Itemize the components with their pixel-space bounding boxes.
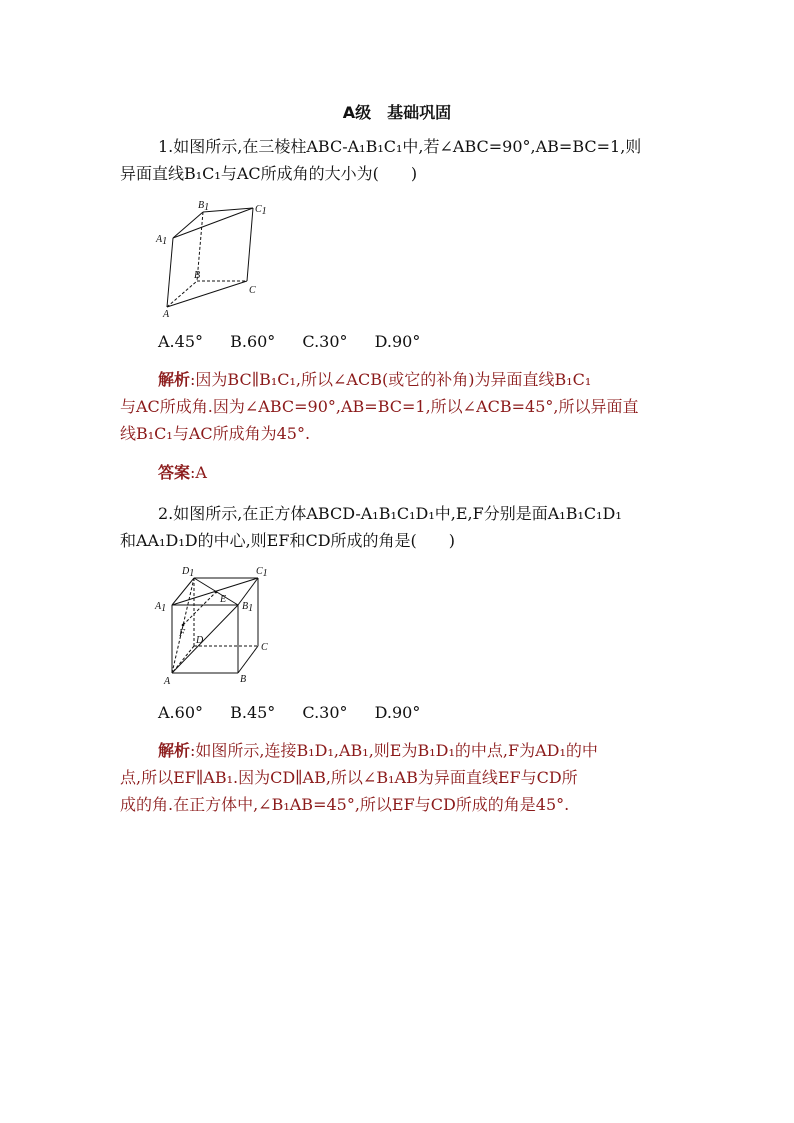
edge-ac: [167, 281, 247, 307]
q1-answer-value: :A: [190, 463, 207, 482]
q2-option-b[interactable]: B.45°: [230, 703, 276, 722]
label-d: D: [196, 635, 204, 646]
label-b: B: [240, 674, 247, 685]
prism-figure: [155, 198, 280, 320]
q1-stem-line2: 异面直线B₁C₁与AC所成角的大小为( ): [120, 164, 418, 183]
q2-option-c[interactable]: C.30°: [302, 703, 348, 722]
q1-options: [158, 332, 442, 352]
q1-analysis-line3: 线B₁C₁与AC所成角为45°.: [120, 424, 311, 443]
edge-a1b1: [173, 212, 203, 238]
q2-analysis-label: 解析: [158, 741, 191, 760]
label-c: C: [261, 642, 268, 653]
segment-ef: [183, 592, 216, 625]
edge-ab: [167, 281, 197, 307]
edge-a1d1: [172, 578, 194, 605]
label-a1: A1: [156, 234, 168, 247]
q2-analysis-line3: 成的角.在正方体中,∠B₁AB=45°,所以EF与CD所成的角是45°.: [120, 795, 570, 814]
label-b: B: [194, 270, 201, 281]
q2-options: [158, 703, 442, 723]
q2-option-a[interactable]: A.60°: [158, 703, 203, 722]
q2-option-d[interactable]: D.90°: [374, 703, 421, 722]
label-c1: C1: [255, 204, 267, 217]
q1-option-c[interactable]: C.30°: [302, 332, 348, 351]
q1-analysis-text1: :因为BC∥B₁C₁,所以∠ACB(或它的补角)为异面直线B₁C₁: [190, 370, 592, 389]
point-f: [182, 624, 185, 627]
q2-analysis-text1: :如图所示,连接B₁D₁,AB₁,则E为B₁D₁的中点,F为AD₁的中: [190, 741, 598, 760]
q2-stem-line2: 和AA₁D₁D的中心,则EF和CD所成的角是( ): [120, 531, 456, 550]
q2-stem-line1: 2.如图所示,在正方体ABCD-A₁B₁C₁D₁中,E,F分别是面A₁B₁C₁D₁: [158, 504, 622, 523]
label-e: E: [220, 594, 227, 605]
label-a: A: [163, 309, 170, 320]
label-d1: D1: [182, 566, 195, 579]
q1-analysis-line2: 与AC所成角.因为∠ABC=90°,AB=BC=1,所以∠ACB=45°,所以异面直: [120, 397, 639, 416]
point-e: [215, 591, 218, 594]
edge-a1c1: [173, 208, 253, 238]
section-title: A级 基础巩固: [342, 103, 452, 122]
label-c1: C1: [256, 566, 268, 579]
edge-cc1: [247, 208, 253, 281]
diag-ab1: [172, 605, 238, 673]
q1-option-b[interactable]: B.60°: [230, 332, 276, 351]
q1-option-d[interactable]: D.90°: [374, 332, 421, 351]
edge-cb: [238, 646, 258, 673]
label-c: C: [249, 285, 256, 296]
label-a: A: [164, 676, 171, 687]
edge-b1c1: [203, 208, 253, 212]
q2-analysis-line1: [158, 741, 598, 761]
q1-analysis-label: 解析: [158, 370, 191, 389]
label-a1: A1: [155, 601, 167, 614]
edge-aa1: [167, 238, 173, 307]
q1-stem-line1: 1.如图所示,在三棱柱ABC-A₁B₁C₁中,若∠ABC=90°,AB=BC=1,则: [158, 137, 642, 156]
cube-figure: [152, 562, 277, 688]
q1-option-a[interactable]: A.45°: [158, 332, 203, 351]
label-b1: B1: [198, 200, 210, 213]
label-b1: B1: [242, 601, 254, 614]
q2-analysis-line2: 点,所以EF∥AB₁.因为CD∥AB,所以∠B₁AB为异面直线EF与CD所: [120, 768, 578, 787]
q1-answer: [158, 463, 207, 483]
label-f: F: [179, 628, 186, 639]
q1-analysis-line1: [158, 370, 591, 390]
q1-answer-label: 答案: [158, 463, 191, 482]
